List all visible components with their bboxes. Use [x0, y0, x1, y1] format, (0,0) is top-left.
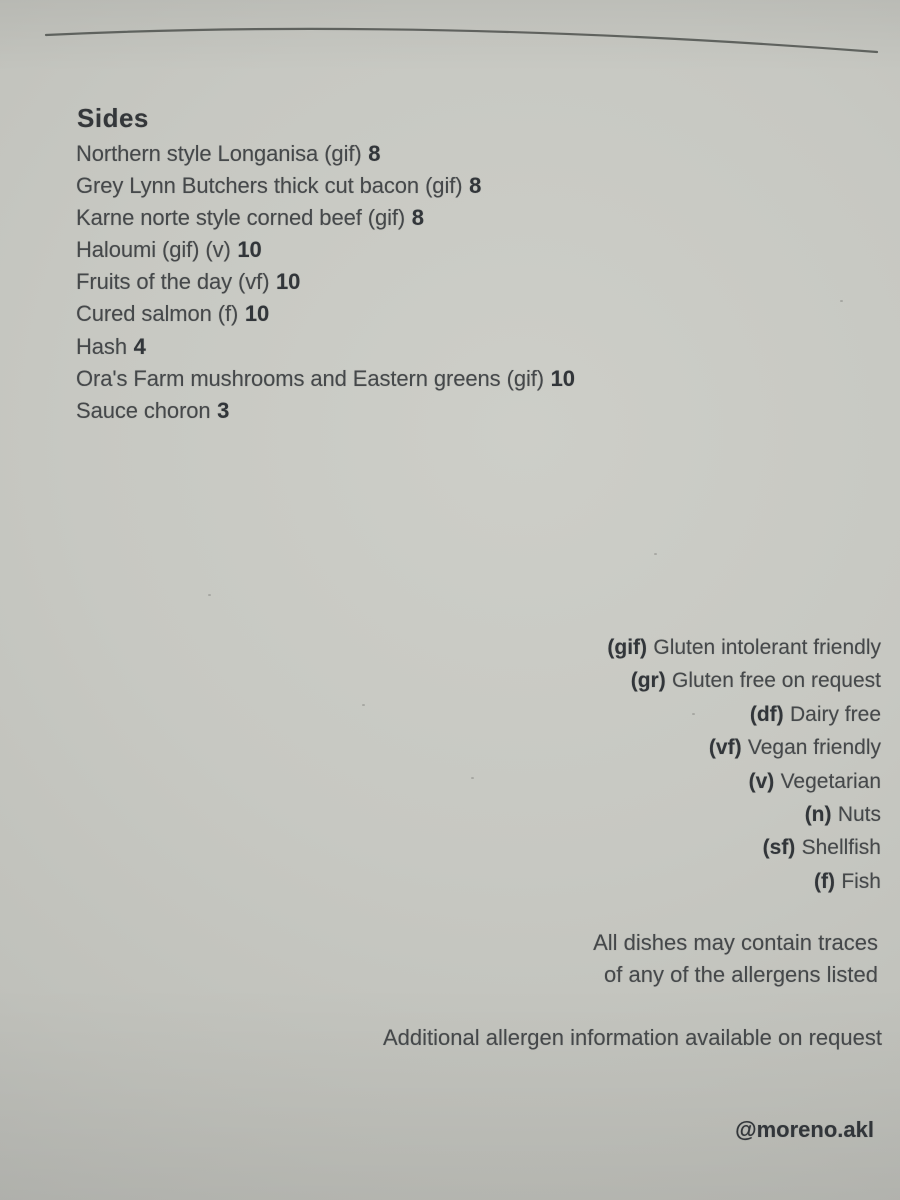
legend-row: [607, 731, 881, 764]
item-price: 8: [368, 141, 381, 166]
item-price: 3: [217, 397, 230, 423]
legend-label: Gluten intolerant friendly: [653, 636, 881, 659]
menu-item: [76, 234, 575, 266]
traces-line-2: of any of the allergens listed: [604, 962, 878, 987]
legend-row: [607, 664, 881, 697]
section-title: Sides: [77, 103, 149, 133]
traces-disclaimer: [593, 927, 878, 991]
legend-row: [607, 765, 881, 798]
legend-row: [607, 631, 881, 664]
legend-code: (n): [804, 803, 832, 827]
legend-code: (gif): [607, 636, 648, 659]
menu-item: [76, 202, 575, 234]
item-name: Sauce choron: [76, 397, 211, 423]
item-price: 10: [237, 237, 262, 263]
item-name: Karne norte style corned beef (gif): [76, 205, 406, 231]
legend-code: (vf): [708, 736, 742, 760]
legend-code: (v): [748, 769, 775, 793]
allergen-legend: [607, 631, 881, 898]
traces-line-1: All dishes may contain traces: [593, 930, 878, 955]
legend-label: Dairy free: [789, 702, 881, 726]
legend-code: (sf): [762, 836, 796, 860]
instagram-handle: @moreno.akl: [735, 1117, 874, 1142]
decorative-rule-line: [0, 0, 900, 80]
menu-item: [76, 395, 575, 427]
item-price: 10: [550, 365, 575, 391]
legend-label: Shellfish: [801, 836, 881, 860]
item-name: Haloumi (gif) (v): [76, 237, 231, 263]
paper-speck: [654, 553, 657, 555]
item-name: Cured salmon (f): [76, 301, 239, 327]
menu-item: [76, 298, 575, 330]
item-name: Northern style Longanisa (gif): [76, 141, 362, 166]
item-price: 8: [469, 173, 482, 199]
paper-speck: [362, 704, 365, 706]
item-price: 8: [411, 205, 424, 231]
item-name: Grey Lynn Butchers thick cut bacon (gif): [76, 173, 463, 199]
legend-label: Vegan friendly: [747, 736, 881, 760]
legend-row: [607, 798, 881, 831]
menu-item: [76, 331, 575, 363]
menu-item: [76, 138, 575, 170]
legend-label: Gluten free on request: [672, 669, 881, 693]
legend-row: [607, 831, 881, 864]
item-name: Fruits of the day (vf): [76, 269, 270, 295]
item-name: Ora's Farm mushrooms and Eastern greens (gif): [76, 365, 544, 391]
item-price: 10: [276, 269, 301, 295]
paper-speck: [840, 300, 843, 302]
menu-item: [76, 170, 575, 202]
legend-label: Vegetarian: [780, 769, 881, 793]
legend-row: [607, 865, 881, 898]
menu-item: [76, 266, 575, 298]
legend-code: (f): [814, 869, 836, 893]
legend-code: (gr): [630, 669, 666, 693]
paper-speck: [692, 713, 695, 715]
paper-speck: [208, 594, 211, 596]
legend-row: [607, 698, 881, 731]
menu-item: [76, 363, 575, 395]
legend-label: Fish: [841, 869, 881, 893]
legend-code: (df): [749, 702, 784, 726]
menu-list: [76, 138, 575, 427]
item-price: 4: [133, 333, 146, 359]
legend-label: Nuts: [837, 803, 881, 827]
paper-speck: [471, 777, 474, 779]
additional-allergen-note: Additional allergen information available on request: [383, 1025, 882, 1050]
item-name: Hash: [76, 333, 127, 359]
item-price: 10: [244, 301, 270, 327]
